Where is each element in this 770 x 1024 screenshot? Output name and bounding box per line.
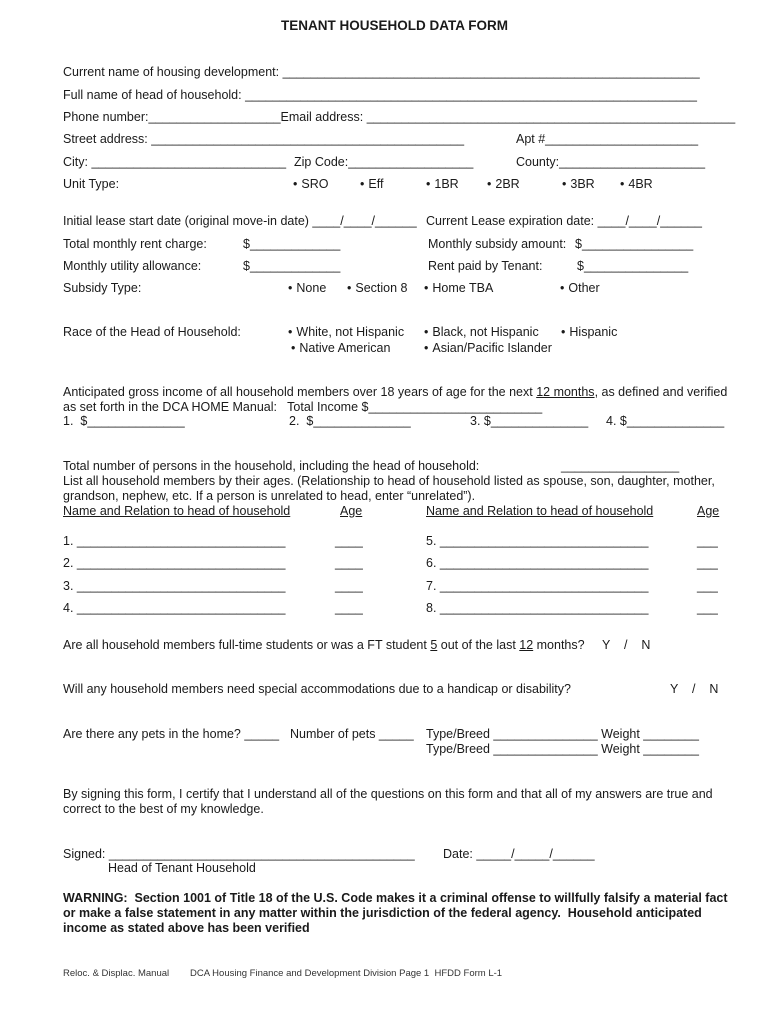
development-field[interactable]: Current name of housing development: ____________________________________________________________ — [63, 65, 700, 79]
household-instructions-2: grandson, nephew, etc. If a person is unrelated to head, enter “unrelated”). — [63, 489, 476, 503]
member-name-field-1[interactable]: 1. ______________________________ — [63, 534, 286, 548]
certification-text-2: correct to the best of my knowledge. — [63, 802, 264, 816]
income-field-3[interactable]: 3. $______________ — [470, 414, 589, 428]
income-field-1[interactable]: 1. $______________ — [63, 414, 185, 428]
member-name-field-5[interactable]: 5. ______________________________ — [426, 534, 649, 548]
pet-breed-field-2[interactable]: Type/Breed _______________ Weight ________ — [426, 742, 699, 756]
member-age-field-8[interactable]: ___ — [697, 601, 718, 615]
utility-label: Monthly utility allowance: — [63, 259, 202, 273]
member-age-field-4[interactable]: ____ — [335, 601, 363, 615]
apt-field[interactable]: Apt #______________________ — [516, 132, 699, 146]
zip-field[interactable]: Zip Code:__________________ — [294, 155, 474, 169]
subsidy-type-label: Subsidy Type: — [63, 281, 142, 295]
accommodations-yes-no[interactable]: Y / N — [670, 682, 719, 696]
member-age-field-2[interactable]: ____ — [335, 556, 363, 570]
date-field[interactable]: Date: _____/_____/______ — [443, 847, 595, 861]
subsidy-option-other[interactable]: • Other — [560, 281, 600, 296]
race-option-black[interactable]: • Black, not Hispanic — [424, 325, 539, 340]
rent-field[interactable]: $_____________ — [243, 237, 341, 251]
race-option-native-american[interactable]: • Native American — [291, 341, 390, 356]
signature-field[interactable]: Signed: ____________________________________________ — [63, 847, 415, 861]
subsidy-option-none[interactable]: • None — [288, 281, 326, 296]
unit-option-1br[interactable]: • 1BR — [426, 177, 459, 192]
rent-label: Total monthly rent charge: — [63, 237, 207, 251]
member-name-field-3[interactable]: 3. ______________________________ — [63, 579, 286, 593]
income-field-2[interactable]: 2. $______________ — [289, 414, 411, 428]
phone-email-field[interactable]: Phone number:___________________Email address: _____________________________________________________ — [63, 110, 736, 124]
signature-caption: Head of Tenant Household — [108, 861, 256, 875]
unit-option-2br[interactable]: • 2BR — [487, 177, 520, 192]
warning-text-3: income as stated above has been verified — [63, 921, 310, 935]
member-age-field-6[interactable]: ___ — [697, 556, 718, 570]
pets-question[interactable]: Are there any pets in the home? _____ — [63, 727, 280, 741]
footer-division: DCA Housing Finance and Development Division Page 1 HFDD Form L-1 — [190, 968, 503, 979]
column-header-name-left: Name and Relation to head of household — [63, 504, 291, 518]
column-header-age-right: Age — [697, 504, 720, 518]
race-label: Race of the Head of Household: — [63, 325, 241, 339]
unit-option-eff[interactable]: • Eff — [360, 177, 383, 192]
income-field-4[interactable]: 4. $______________ — [606, 414, 725, 428]
accommodations-question: Will any household members need special accommodations due to a handicap or disability? — [63, 682, 571, 696]
member-age-field-7[interactable]: ___ — [697, 579, 718, 593]
page-title: TENANT HOUSEHOLD DATA FORM — [281, 18, 508, 33]
member-age-field-5[interactable]: ___ — [697, 534, 718, 548]
subsidy-option-section8[interactable]: • Section 8 — [347, 281, 408, 296]
household-instructions-1: List all household members by their ages. (Relationship to head of household listed as spouse, son, daughter, mother, — [63, 474, 715, 488]
household-total-label: Total number of persons in the household, including the head of household: — [63, 459, 480, 473]
lease-start-field[interactable]: Initial lease start date (original move-in date) ____/____/______ — [63, 214, 417, 228]
column-header-age-left: Age — [340, 504, 363, 518]
tenant-rent-label: Rent paid by Tenant: — [428, 259, 543, 273]
race-option-hispanic[interactable]: • Hispanic — [561, 325, 617, 340]
students-yes-no[interactable]: Y / N — [602, 638, 651, 652]
member-name-field-2[interactable]: 2. ______________________________ — [63, 556, 286, 570]
warning-text-2: or make a false statement in any matter within the jurisdiction of the federal agency. Household anticipated — [63, 906, 702, 920]
unit-option-sro[interactable]: • SRO — [293, 177, 328, 192]
head-name-field[interactable]: Full name of head of household: _________________________________________________________________ — [63, 88, 697, 102]
member-age-field-1[interactable]: ____ — [335, 534, 363, 548]
footer-manual: Reloc. & Displac. Manual — [63, 968, 170, 979]
member-name-field-6[interactable]: 6. ______________________________ — [426, 556, 649, 570]
income-text-line1: Anticipated gross income of all household members over 18 years of age for the next 12 months, as defined and verified — [63, 385, 728, 399]
subsidy-label: Monthly subsidy amount: — [428, 237, 567, 251]
certification-text-1: By signing this form, I certify that I understand all of the questions on this form and that all of my answers are true and — [63, 787, 713, 801]
street-field[interactable]: Street address: _____________________________________________ — [63, 132, 465, 146]
tenant-rent-field[interactable]: $_______________ — [577, 259, 689, 273]
subsidy-option-home-tba[interactable]: • Home TBA — [424, 281, 493, 296]
subsidy-field[interactable]: $________________ — [575, 237, 694, 251]
pet-breed-field-1[interactable]: Type/Breed _______________ Weight ________ — [426, 727, 699, 741]
unit-option-3br[interactable]: • 3BR — [562, 177, 595, 192]
member-name-field-4[interactable]: 4. ______________________________ — [63, 601, 286, 615]
household-total-field[interactable]: _________________ — [561, 459, 680, 473]
unit-option-4br[interactable]: • 4BR — [620, 177, 653, 192]
county-field[interactable]: County:_____________________ — [516, 155, 706, 169]
member-name-field-8[interactable]: 8. ______________________________ — [426, 601, 649, 615]
pets-number-field[interactable]: Number of pets _____ — [290, 727, 414, 741]
member-name-field-7[interactable]: 7. ______________________________ — [426, 579, 649, 593]
race-option-white[interactable]: • White, not Hispanic — [288, 325, 404, 340]
utility-field[interactable]: $_____________ — [243, 259, 341, 273]
warning-text-1: WARNING: Section 1001 of Title 18 of the U.S. Code makes it a criminal offense to willfully falsify a material fact — [63, 891, 728, 905]
unit-type-label: Unit Type: — [63, 177, 120, 191]
member-age-field-3[interactable]: ____ — [335, 579, 363, 593]
lease-expiration-field[interactable]: Current Lease expiration date: ____/____/______ — [426, 214, 702, 228]
total-income-field[interactable]: as set forth in the DCA HOME Manual: Total Income $_________________________ — [63, 400, 543, 414]
race-option-asian[interactable]: • Asian/Pacific Islander — [424, 341, 552, 356]
column-header-name-right: Name and Relation to head of household — [426, 504, 654, 518]
city-field[interactable]: City: ____________________________ — [63, 155, 287, 169]
students-question: Are all household members full-time students or was a FT student 5 out of the last 12 months? — [63, 638, 585, 652]
